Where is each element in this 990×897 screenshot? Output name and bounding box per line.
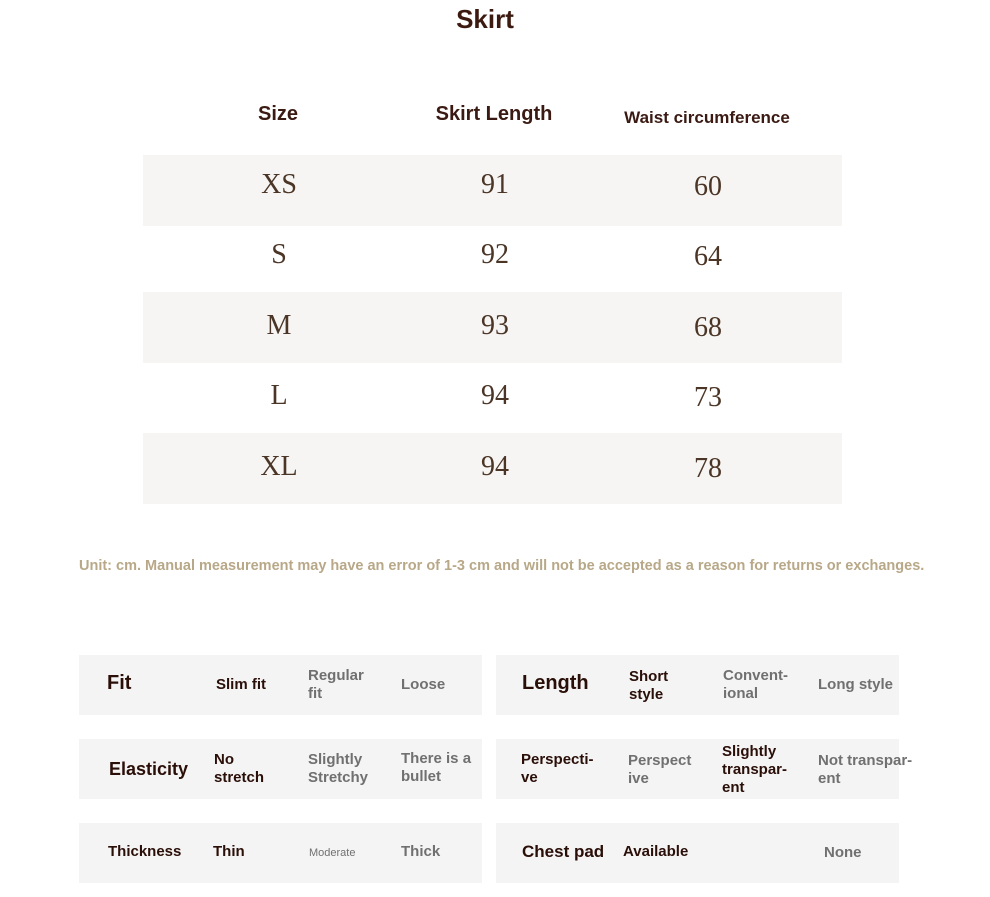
cell-size: M [266,310,292,341]
fit-option: Loose [401,676,446,693]
elasticity-option: There is a bullet [401,750,472,785]
perspective-option: Not transpar- ent [818,752,913,787]
thickness-option: Thick [401,843,441,860]
cell-size: XL [260,451,298,482]
cell-waist: 60 [694,171,722,202]
cell-waist: 64 [694,241,722,272]
perspective-label: Perspecti- ve [521,751,594,786]
length-option: Short style [629,668,669,703]
page-title: Skirt [456,4,514,34]
fit-label: Fit [107,672,132,694]
cell-length: 92 [481,239,509,270]
fit-option: Regular fit [308,667,364,702]
thickness-option: Moderate [309,847,356,859]
cell-length: 94 [481,380,509,411]
cell-waist: 78 [694,453,722,484]
fit-option: Slim fit [216,676,267,693]
cell-length: 93 [481,310,509,341]
elasticity-option: No stretch [214,751,265,786]
elasticity-label: Elasticity [109,759,189,779]
cell-waist: 68 [694,312,722,343]
thickness-option: Thin [213,843,245,860]
elasticity-option: Slightly Stretchy [308,751,369,786]
header-size: Size [257,103,299,125]
length-option: Long style [818,676,894,693]
thickness-label: Thickness [108,843,182,860]
cell-waist: 73 [694,382,722,413]
length-label: Length [522,672,589,694]
perspective-option: Perspect ive [628,752,692,787]
header-waist: Waist circumference [624,108,790,127]
header-skirt-length: Skirt Length [435,103,553,125]
cell-size: L [270,380,288,411]
length-option: Convent- ional [723,667,788,702]
cell-length: 91 [481,169,509,200]
cell-length: 94 [481,451,509,482]
chest-pad-label: Chest pad [522,842,605,861]
measurement-note: Unit: cm. Manual measurement may have an error of 1-3 cm and will not be accepted as a reason for returns or exchanges. [79,558,925,574]
perspective-option: Slightly transpar- ent [722,743,788,796]
chest-pad-option: None [824,844,862,861]
chest-pad-option: Available [623,843,689,860]
cell-size: XS [261,169,297,200]
cell-size: S [271,239,287,270]
